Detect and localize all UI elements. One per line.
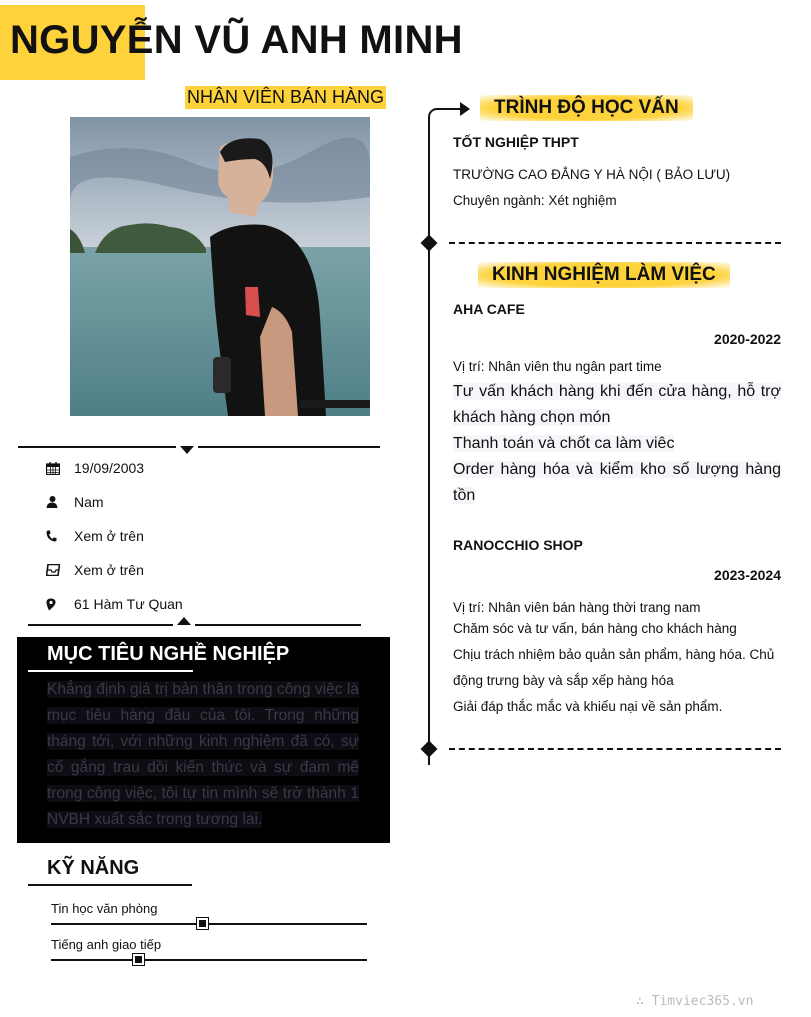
arrow-right-icon	[460, 102, 470, 116]
job-position: Vị trí: Nhân viên bán hàng thời trang nam	[453, 600, 701, 615]
photo-illustration	[70, 117, 370, 416]
job-duties	[453, 379, 781, 509]
skill-level-marker	[197, 918, 208, 929]
email-value: Xem ở trên	[74, 562, 144, 578]
phone-value: Xem ở trên	[74, 528, 144, 544]
contact-item-email	[46, 561, 183, 595]
diamond-icon	[421, 741, 438, 758]
watermark: ∴ Timviec365.vn	[636, 994, 754, 1009]
skill-label: Tiếng anh giao tiếp	[51, 937, 162, 952]
job-duty-item: Giải đáp thắc mắc và khiếu nại về sản phẩm.	[453, 699, 723, 714]
career-objective-section	[17, 637, 390, 843]
skills-underline	[28, 884, 192, 886]
timeline-arrow-stem	[440, 108, 462, 110]
job-duty-item: Tư vấn khách hàng khi đến cửa hàng, hỗ trợ khách hàng chọn món	[453, 383, 781, 426]
contact-divider-bottom	[28, 624, 361, 626]
education-degree: TỐT NGHIỆP THPT	[453, 134, 579, 150]
job-title: NHÂN VIÊN BÁN HÀNG	[187, 87, 385, 107]
skill-level-bar	[51, 959, 367, 961]
job-period: 2020-2022	[714, 331, 781, 347]
skill-level-bar	[51, 923, 367, 925]
education-major: Chuyên ngành: Xét nghiệm	[453, 193, 617, 208]
job-period: 2023-2024	[714, 567, 781, 583]
contact-item-birthdate	[46, 459, 183, 493]
triangle-down-icon	[180, 446, 194, 454]
diamond-icon	[421, 235, 438, 252]
experience-title: KINH NGHIỆM LÀM VIỆC	[478, 262, 730, 288]
triangle-up-icon	[177, 617, 191, 625]
job-duty-item: Chăm sóc và tư vấn, bán hàng cho khách hàng	[453, 621, 737, 636]
skill-level-marker	[133, 954, 144, 965]
timeline-curve	[428, 108, 442, 122]
candidate-name: NGUYỄN VŨ ANH MINH	[10, 18, 463, 62]
job-position: Vị trí: Nhân viên thu ngân part time	[453, 359, 662, 374]
profile-photo	[70, 117, 370, 416]
objective-title: MỤC TIÊU NGHỀ NGHIỆP	[47, 643, 290, 665]
skill-item	[51, 901, 367, 925]
user-icon	[46, 493, 74, 511]
phone-icon	[46, 527, 74, 545]
gender-value: Nam	[74, 494, 104, 510]
contact-divider-top	[18, 446, 380, 448]
map-pin-icon	[46, 595, 74, 613]
objective-underline	[28, 670, 193, 672]
job-company: AHA CAFE	[453, 301, 525, 317]
birthdate-value: 19/09/2003	[74, 460, 145, 476]
job-company: RANOCCHIO SHOP	[453, 537, 583, 553]
section-divider	[449, 242, 781, 244]
contact-item-gender	[46, 493, 183, 527]
skill-item	[51, 937, 367, 961]
education-title: TRÌNH ĐỘ HỌC VẤN	[480, 95, 693, 121]
timeline-line	[428, 120, 430, 765]
email-icon	[46, 561, 74, 579]
contact-item-phone	[46, 527, 183, 561]
contact-list	[46, 459, 183, 629]
job-duty-item: Thanh toán và chốt ca làm viêc	[453, 435, 675, 452]
address-value: 61 Hàm Tư Quan	[74, 596, 183, 612]
objective-text: Khẳng định giá trị bản thân trong công việc là mục tiêu hàng đầu của tôi. Trong những tháng tới, với những kinh nghiệm đã có, sự cố gắng trau dồi kiến thức và sự đam mê trong công việc, tôi tự tin mình sẽ trở thành 1 NVBH xuất sắc trong tương lai.	[47, 681, 359, 828]
job-duty-item: Chịu trách nhiệm bảo quản sản phẩm, hàng hóa. Chủ động trưng bày và sắp xếp hàng hóa	[453, 647, 775, 688]
job-duties	[453, 616, 781, 720]
calendar-icon	[46, 459, 74, 477]
section-divider	[449, 748, 781, 750]
job-duty-item: Order hàng hóa và kiểm kho số lượng hàng tồn	[453, 461, 781, 504]
skills-title: KỸ NĂNG	[47, 857, 140, 879]
skill-label: Tin học văn phòng	[51, 901, 158, 916]
education-school: TRƯỜNG CAO ĐẲNG Y HÀ NỘI ( BẢO LƯU)	[453, 167, 731, 182]
